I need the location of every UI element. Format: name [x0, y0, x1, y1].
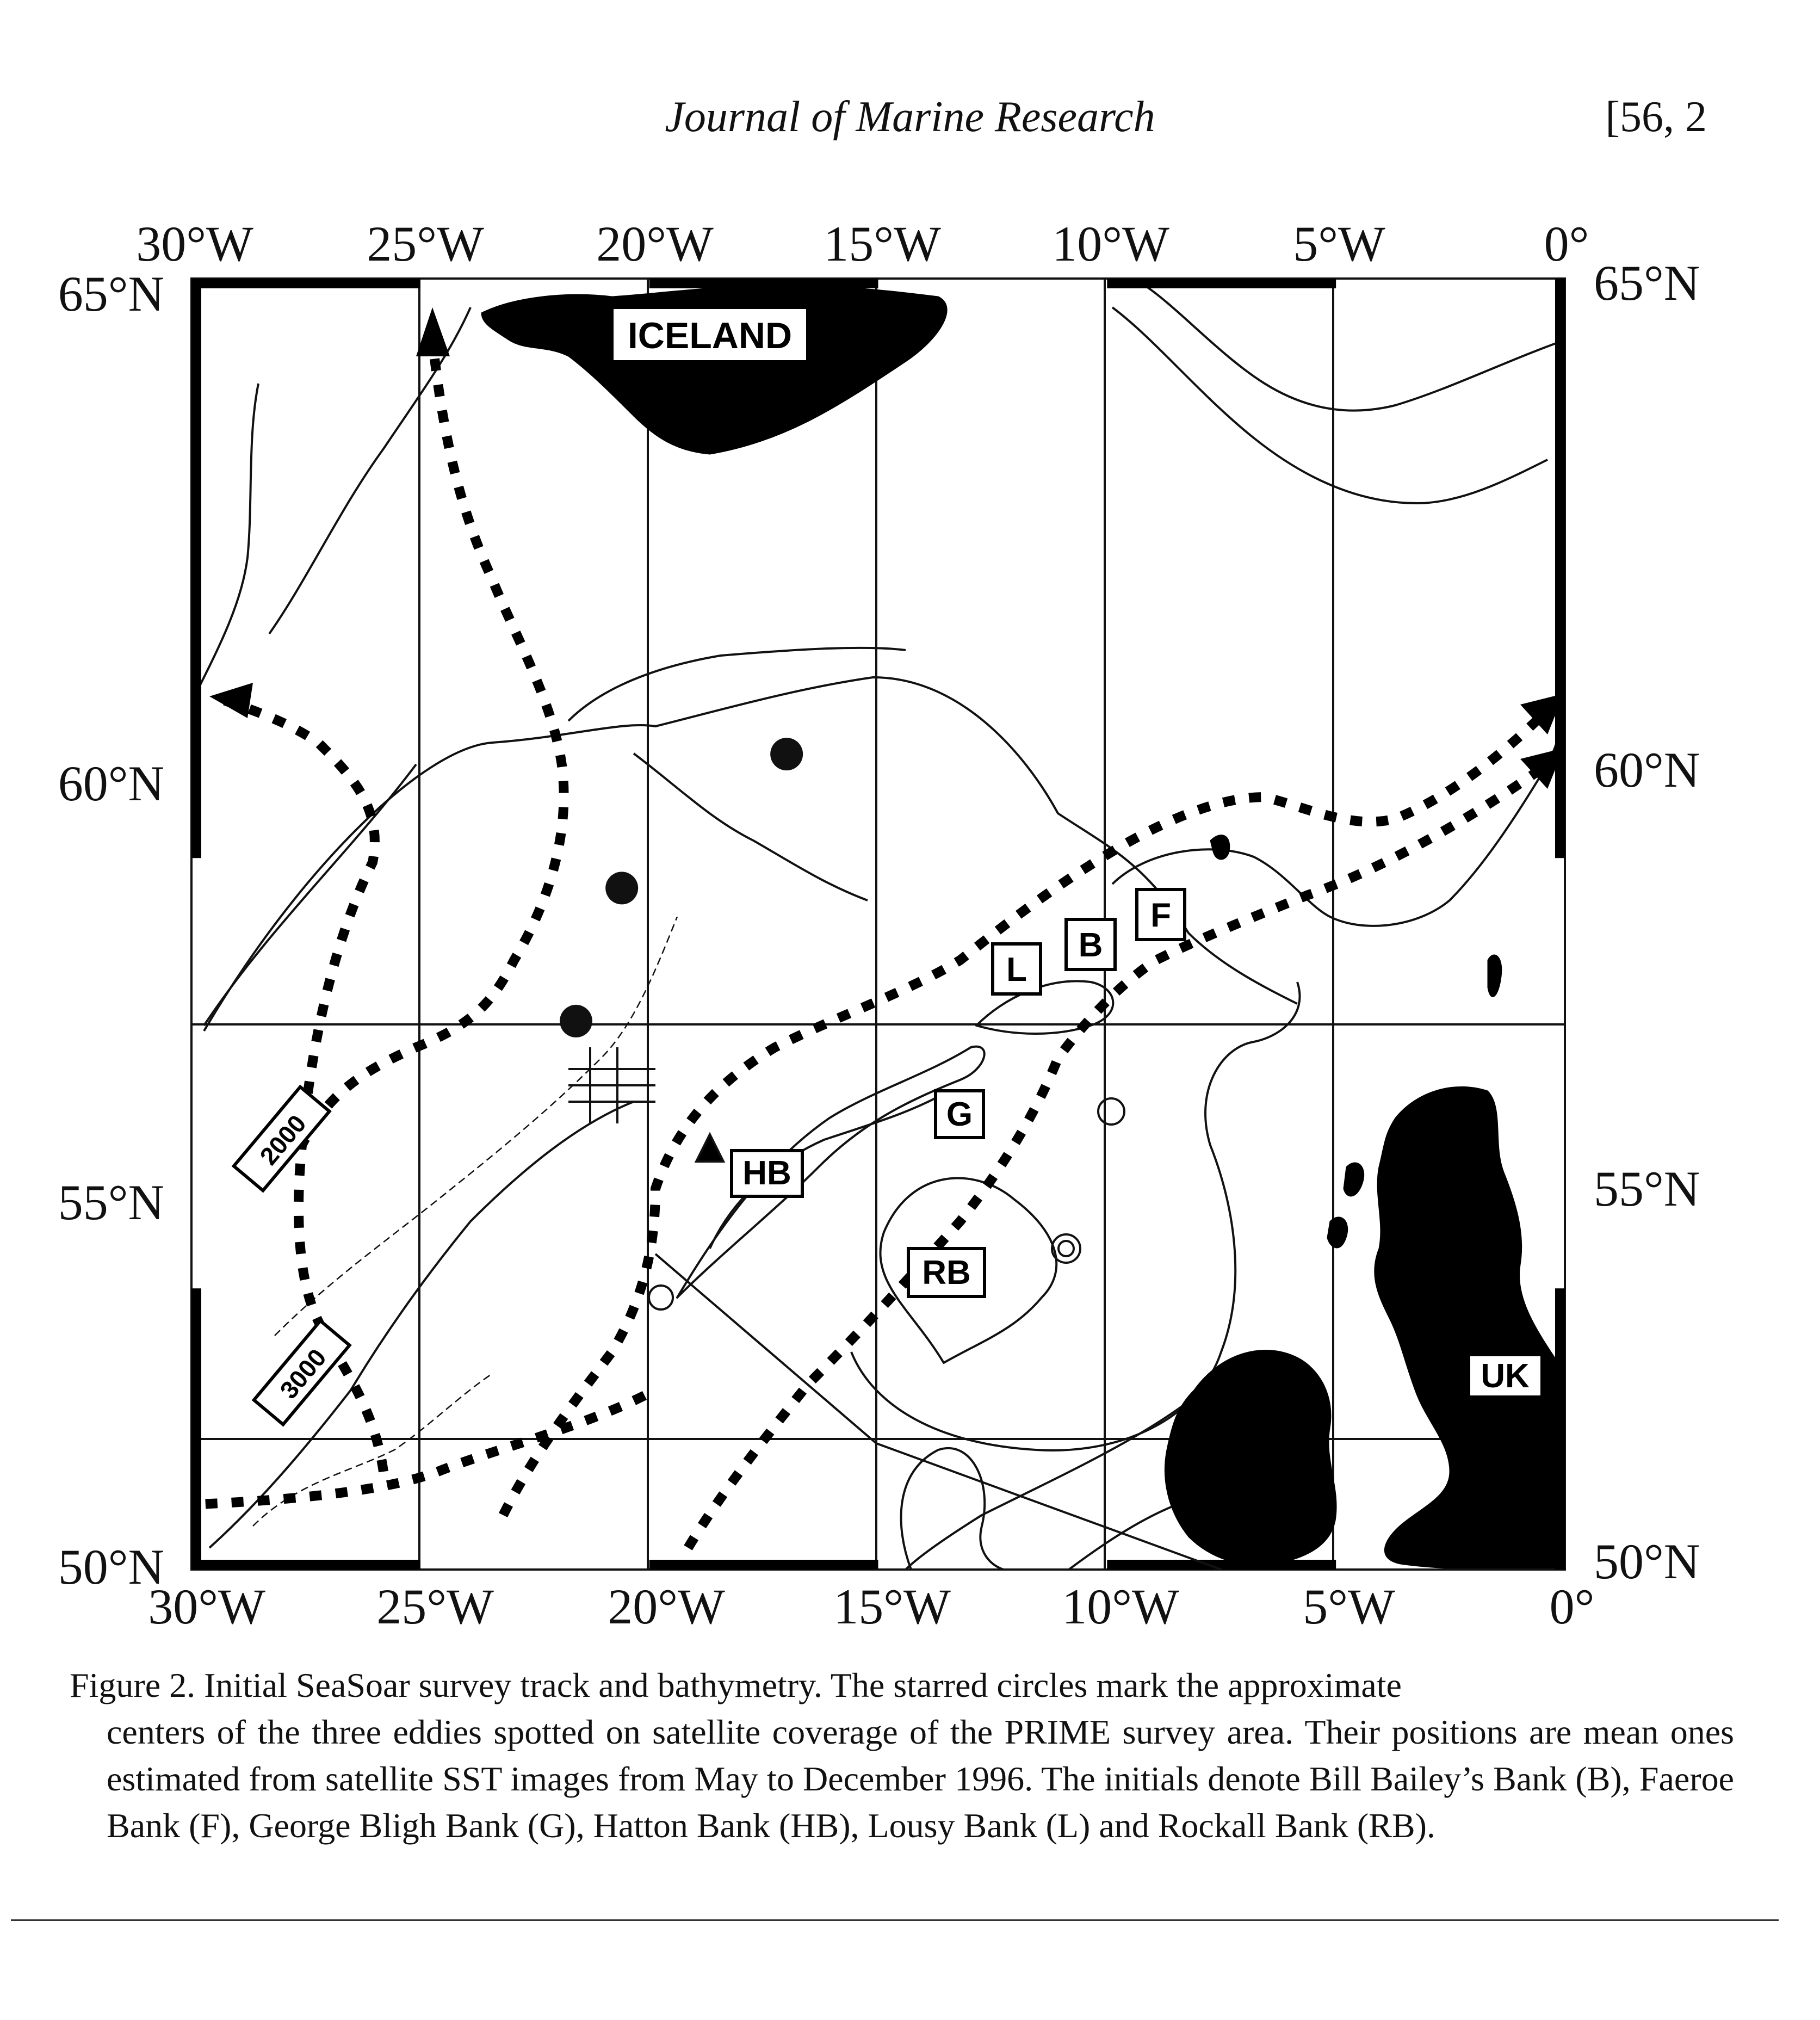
hatton-bank-label	[732, 1151, 802, 1196]
lon-label-top: 20°W	[596, 216, 714, 271]
lon-label-bottom: 10°W	[1062, 1579, 1179, 1634]
lat-label-right: 55°N	[1594, 1161, 1700, 1216]
page-reference: [56, 2	[1605, 93, 1707, 141]
eddy-center-marker	[770, 738, 803, 770]
faeroe-bank-label	[1137, 889, 1185, 940]
ireland-landmass	[1165, 1350, 1336, 1566]
contour-faeroe-plateau	[1112, 307, 1547, 503]
figure-caption	[70, 1662, 1734, 1849]
frame-bar-right	[1555, 1288, 1565, 1570]
contour-greenland-slope	[199, 384, 258, 688]
eddy-center-marker	[560, 1005, 592, 1037]
contour-label-3000-text: 3000	[274, 1343, 332, 1404]
hatton-bank-text: HB	[742, 1154, 791, 1192]
pathway-west	[299, 340, 564, 1472]
frame-bar-bottom	[1107, 1560, 1336, 1570]
lousy-bank-text: L	[1006, 951, 1027, 989]
lon-label-bottom: 30°W	[148, 1579, 265, 1634]
frame-bar-top	[1107, 279, 1336, 288]
lon-label-top: 0°	[1544, 216, 1589, 271]
lat-label-left: 55°N	[58, 1175, 164, 1230]
pathway-central	[503, 710, 1547, 1515]
contour-slope-west	[204, 764, 416, 1026]
shetland-islands	[1488, 955, 1502, 997]
uk-text: UK	[1481, 1357, 1530, 1395]
iceland-label	[612, 307, 808, 362]
uk-label	[1469, 1355, 1542, 1397]
lat-label-right: 50°N	[1594, 1534, 1700, 1589]
contour-value-labels	[234, 1087, 350, 1425]
frame-bar-top	[649, 279, 878, 288]
section-triangle-marker	[696, 1134, 723, 1162]
bill-bailey-bank-label	[1066, 919, 1115, 969]
lon-label-top: 30°W	[136, 216, 253, 271]
lon-label-top: 15°W	[824, 216, 941, 271]
eddy-centers	[560, 738, 803, 1037]
george-bligh-bank-text: G	[946, 1096, 973, 1133]
britain-landmass	[1375, 1086, 1565, 1570]
page-rule	[11, 1919, 1779, 1921]
contour-2000	[204, 677, 1297, 1031]
george-bligh-bank-label	[936, 1091, 983, 1138]
arrowhead-north	[416, 307, 450, 356]
rockall-bank-label	[908, 1249, 985, 1296]
section-marker	[568, 1047, 723, 1162]
bathymetry-contours	[199, 286, 1565, 1570]
journal-title: Journal of Marine Research	[665, 93, 1155, 141]
faeroe-islands	[1210, 835, 1230, 860]
arrowheads	[209, 307, 1564, 789]
contour-label-2000	[234, 1087, 330, 1191]
contour-porcupine	[901, 1448, 1004, 1570]
contour-label-2000-text: 2000	[254, 1109, 312, 1170]
lon-label-bottom: 20°W	[608, 1579, 725, 1634]
lat-label-left: 50°N	[58, 1539, 164, 1595]
lon-labels-bottom	[0, 1578, 1820, 1638]
current-pathways	[199, 340, 1547, 1548]
frame-bar-left	[191, 279, 201, 858]
eddy-center-marker	[605, 872, 638, 904]
lon-label-top: 10°W	[1052, 216, 1169, 271]
lon-label-bottom: 0°	[1549, 1579, 1595, 1634]
rockall-islet	[1052, 1234, 1080, 1263]
land	[481, 286, 1565, 1570]
arrowhead-northwest	[209, 683, 253, 718]
faeroe-bank-text: F	[1150, 897, 1171, 934]
rockall-bank-text: RB	[922, 1254, 971, 1292]
lon-label-bottom: 5°W	[1303, 1579, 1395, 1634]
frame-bar-top	[191, 279, 420, 288]
lon-label-top: 25°W	[367, 216, 484, 271]
iceland-text: ICELAND	[627, 315, 793, 356]
contour-reykjanes	[634, 753, 868, 900]
lousy-bank-label	[993, 944, 1041, 994]
lat-label-left: 60°N	[58, 756, 164, 811]
seamount	[649, 1286, 673, 1309]
frame-bar-left	[191, 1288, 201, 1570]
lat-label-right: 65°N	[1594, 255, 1700, 311]
contour-norway-slope	[1145, 286, 1565, 411]
bathymetry-map	[188, 275, 1572, 1575]
frame-bar-bottom	[191, 1560, 420, 1570]
caption-first-line: Figure 2. Initial SeaSoar survey track and bathymetry. The starred circles mark the approximate	[70, 1666, 1402, 1704]
frame-bar-right	[1555, 279, 1565, 858]
frame-bar-bottom	[649, 1560, 878, 1570]
bank-labels	[732, 889, 1185, 1296]
contour-iceland-slope	[568, 648, 906, 721]
lon-labels-top	[0, 215, 1820, 275]
lon-label-top: 5°W	[1293, 216, 1385, 271]
seamount	[1098, 1098, 1124, 1125]
contour-4000	[275, 917, 677, 1336]
lon-label-bottom: 15°W	[833, 1579, 951, 1634]
lat-label-left: 65°N	[58, 266, 164, 322]
bill-bailey-bank-text: B	[1078, 926, 1103, 964]
lat-label-right: 60°N	[1594, 742, 1700, 798]
caption-body: centers of the three eddies spotted on satellite coverage of the PRIME survey area. Their positions are mean ones estimated from satellite SST images from May to December 1996. The initials denote Bill Bailey’s Bank (B), Faeroe Bank (F), George Bligh Bank (G), Hatton Bank (HB), Lousy Bank (L) and Rockall Bank (RB).	[107, 1713, 1734, 1845]
lon-label-bottom: 25°W	[376, 1579, 494, 1634]
